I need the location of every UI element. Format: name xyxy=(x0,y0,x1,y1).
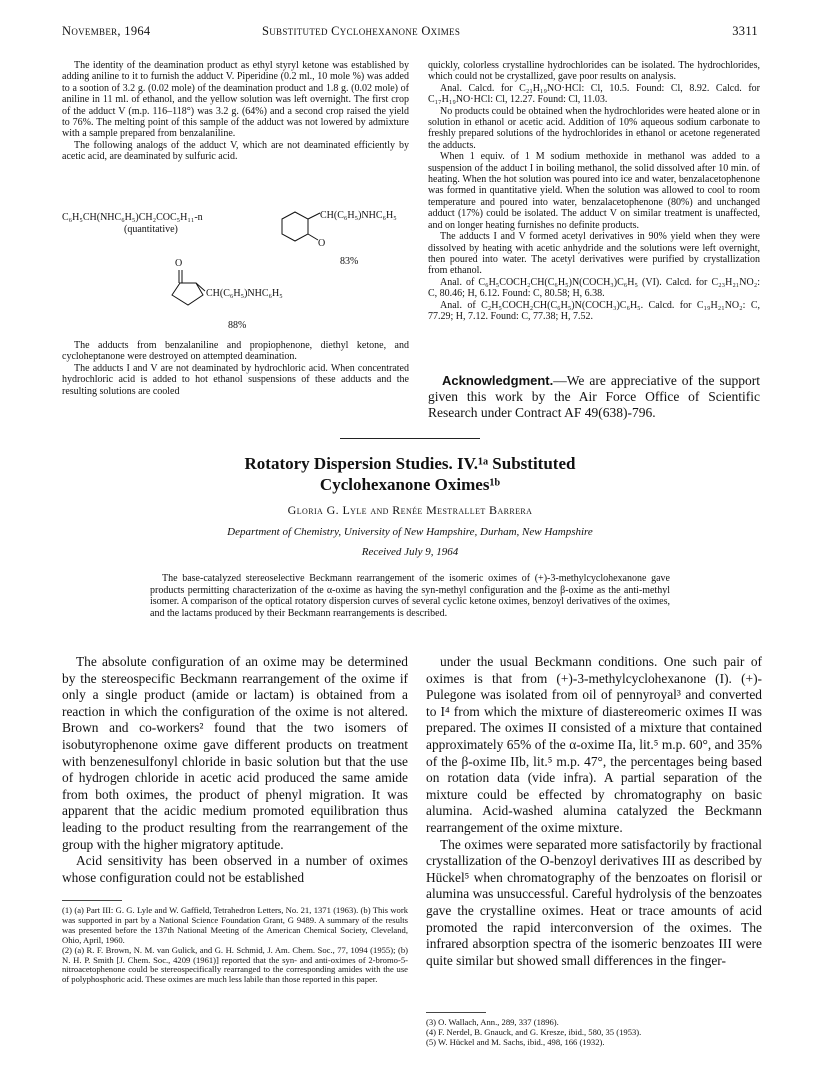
footnote: (1) (a) Part III: G. G. Lyle and W. Gaffield, Tetrahedron Letters, No. 21, 1371 (1963). (b) This work was supported in part by a National Science Foundation Grant, G 9489. A summary of the results was presented before the 137th National Meeting of the American Chemical Society, Cleveland, Ohio, April, 1960. xyxy=(62,905,408,945)
chem-carbonyl-o: O xyxy=(175,258,183,269)
prev-article-right-column xyxy=(428,60,760,322)
footnote-rule xyxy=(62,900,122,901)
paragraph: The adducts from benzalaniline and propiophenone, diethyl ketone, and cycloheptanone were destroyed on attempted deamination. xyxy=(62,340,409,363)
article-received-date: Received July 9, 1964 xyxy=(361,546,459,558)
article-divider xyxy=(340,438,480,439)
footnote: (5) W. Hückel and M. Sachs, ibid., 498, 166 (1932). xyxy=(426,1036,605,1047)
analysis-paragraph: Anal. of C₆H₅COCH₂CH(C₆H₅)N(COCH₃)C₆H₅ (VI). Calcd. for C₂₃H₂₁NO₂: C, 80.46; H, 6.12. Found: C, 80.58; H, 6.38. xyxy=(428,276,760,300)
header-date: November, 1964 xyxy=(62,24,151,38)
chem-formula-heptanone-adduct: C₆H₅CH(NHC₆H₅)CH₂COC₅H₁₁-n xyxy=(62,212,203,223)
paragraph: The oximes were separated more satisfactorily by fractional crystallization of the O-benzoyl derivatives III as described by Hückel⁵ when chromatography of the benzoates on florisil or alumina was unsuccessful. Careful hydrolysis of the benzoates gave the crystalline oximes. Heat or trace amounts of acid promoted the rapid interconversion of the oximes. The infrared absorption spectra of the isomeric benzoates III were quite similar but showed small differences in the finger- xyxy=(426,836,762,968)
chem-yield: 83% xyxy=(340,256,359,267)
chem-yield: (quantitative) xyxy=(124,224,178,235)
paragraph: quickly, colorless crystalline hydrochlorides can be isolated. The hydrochlorides, which could not be crystallized, gave poor results on analysis. xyxy=(428,60,760,83)
footnotes-right xyxy=(426,1018,762,1048)
header-title: Substituted Cyclohexanone Oximes xyxy=(262,24,461,38)
carbonyl-bond xyxy=(308,234,318,240)
acknowledgment-text: —We are appreciative of the support given this work by the Air Force Office of Scientific Research under Contract AF 49(638)-796. xyxy=(428,373,760,420)
body-left-column xyxy=(62,654,408,886)
paragraph: The adducts I and V are not deaminated by hydrochloric acid. When concentrated hydrochloric acid is added to hot ethanol suspensions of these adducts and the resulting solutions are cooled xyxy=(62,362,409,397)
article-title-line2: Cyclohexanone Oximes¹ᵇ xyxy=(319,475,501,494)
analysis-paragraph: Anal. Calcd. for C₂₁H₁₉NO·HCl: Cl, 10.5. Found: Cl, 8.92. Calcd. for C₁₇H₁₉NO·HCl: Cl, 12.27. Found: Cl, 11.03. xyxy=(428,82,760,106)
chem-formula-cyclopentanone-adduct: CH(C₆H₅)NHC₆H₅ xyxy=(206,288,283,299)
footnotes-left xyxy=(62,906,408,985)
paragraph: The adducts I and V formed acetyl derivatives in 90% yield when they were dissolved by heating with acetic anhydride and the solutions were left overnight, then poured into water. The acetyl derivatives were purified by crystallization from ethanol. xyxy=(428,231,760,277)
cyclohexane-ring-icon xyxy=(282,212,308,241)
article-affiliation: Department of Chemistry, University of New Hampshire, Durham, New Hampshire xyxy=(227,526,593,538)
prev-article-left-column-continued xyxy=(62,340,409,397)
article-title xyxy=(60,453,760,495)
body-right-column xyxy=(426,654,762,969)
page-number: 3311 xyxy=(732,24,758,38)
footnote: (2) (a) R. F. Brown, N. M. van Gulick, and G. H. Schmid, J. Am. Chem. Soc., 77, 1094 (1955); (b) N. H. P. Smith [J. Chem. Soc., 4209 (1961)] reported that the syn- and anti-oximes of 2-bromo-5-nitroacetophenone could be stereospecifically rearranged to the corresponding amides with the use of polyphosphoric acid. These oximes are much less labile than those reported in this paper. xyxy=(62,944,408,985)
paragraph: The following analogs of the adduct V, which are not deaminated efficiently by acetic acid, are deaminated by sulfuric acid. xyxy=(62,139,409,163)
analysis-paragraph: Anal. of C₂H₅COCH₂CH(C₆H₅)N(COCH₃)C₆H₅. Calcd. for C₁₉H₂₁NO₂: C, 77.29; H, 7.12. Found: C, 77.38; H, 7.52. xyxy=(428,299,760,322)
footnote: (3) O. Wallach, Ann., 289, 337 (1896). xyxy=(426,1017,559,1027)
article-authors: Gloria G. Lyle and Renée Mestrallet Barrera xyxy=(287,503,533,517)
paragraph: No products could be obtained when the hydrochlorides were heated alone or in solution in ethanol or acetic acid. Addition of 10% aqueous sodium carbonate to freshly prepared solutions of the hydrochlorides in ethanol or acetone regenerated the adducts. xyxy=(428,105,760,151)
footnote: (4) F. Nerdel, B. Gnauck, and G. Kresze, ibid., 580, 35 (1953). xyxy=(426,1026,642,1037)
cyclopentane-ring-icon xyxy=(172,283,203,305)
chem-formula-cyclohexanone-adduct: CH(C₆H₅)NHC₆H₅ xyxy=(320,210,397,221)
footnote-rule xyxy=(426,1012,486,1013)
acknowledgment-heading: Acknowledgment. xyxy=(442,373,554,388)
paragraph: The absolute configuration of an oxime may be determined by the stereospecific Beckmann rearrangement of the oxime if only a single product (amide or lactam) is obtained from a reaction in which the configuration of the oxime is not altered. Brown and co-workers² found that the two isomers of isobutyrophenone oxime gave different products on treatment with benzenesulfonyl chloride in basic solution but that the use of hydrogen chloride in acetic acid produced the same amide from both oximes, the product of phenyl migration. It was apparent that the acidic medium promoted equilibration thus leading to the product resulting from the rearrangement of the group with the higher migratory aptitude. xyxy=(62,654,408,852)
article-abstract: The base-catalyzed stereoselective Beckmann rearrangement of the isomeric oximes of (+)-3-methylcyclohexanone gave products permitting characterization of the α-oxime as having the syn-methyl configuration and the β-oxime as the anti-methyl isomer. A comparison of the optical rotatory dispersion curves of several cyclic ketone oximes, benzoyl derivatives of the oximes, and the lactams produced by their Beckmann rearrangements is described. xyxy=(150,573,670,619)
paragraph: Acid sensitivity has been observed in a number of oximes whose configuration could not be established xyxy=(62,853,408,885)
paragraph: When 1 equiv. of 1 M sodium methoxide in methanol was added to a suspension of the adduct I in boiling methanol, the solid dissolved after 10 min. of heating. When the hot solution was poured into ice and water, benzalacetophenone was formed in quantitative yield. When the solution was allowed to cool to room temperature and poured into water, benzalacetophenone (80%) and unchanged adduct (17%) could be isolated. The adduct V on similar treatment is unaffected, and on longer heating furnishes no definite products. xyxy=(428,151,760,231)
article-title-line1: Rotatory Dispersion Studies. IV.¹ᵃ Substituted xyxy=(244,454,576,473)
carbonyl-bond xyxy=(308,213,320,219)
chem-carbonyl-o: O xyxy=(318,238,326,249)
chem-yield: 88% xyxy=(228,320,247,331)
paragraph: under the usual Beckmann conditions. One such pair of oximes is that from (+)-3-methylcyclohexanone (I). (+)-Pulegone was isolated from oil of pennyroyal³ and converted to I⁴ from which the mixture of diastereomeric oximes II was prepared. The oximes II consisted of a mixture that contained approximately 65% of the α-oxime IIa, lit.⁵ m.p. 60°, and 35% of the β-oxime IIb, lit.⁵ m.p. 47°, the percentages being based on rotation data (vide infra). A partial separation of the mixture could be effected by chromatography on basic alumina. Acid-washed alumina catalyzed the Beckmann rearrangement of the oxime mixture. xyxy=(426,654,762,835)
paragraph: The identity of the deamination product as ethyl styryl ketone was established by adding aniline to it to furnish the adduct V. Piperidine (0.2 ml., 10 mole %) was added to a sootion of 3.2 g. (0.02 mole) of the deamination product and 1.8 g. (0.02 mole) of aniline in 11 ml. of ethanol, and the yellow solution was left overnight. The first crop of the adduct V (m.p. 116–118°) was 3.2 g. (64%) and a second crop raised the yield to 76%. The melting point of this sample of the adduct was not lowered by admixture with a sample prepared from benzalaniline. xyxy=(62,60,409,140)
acknowledgment xyxy=(428,373,760,421)
